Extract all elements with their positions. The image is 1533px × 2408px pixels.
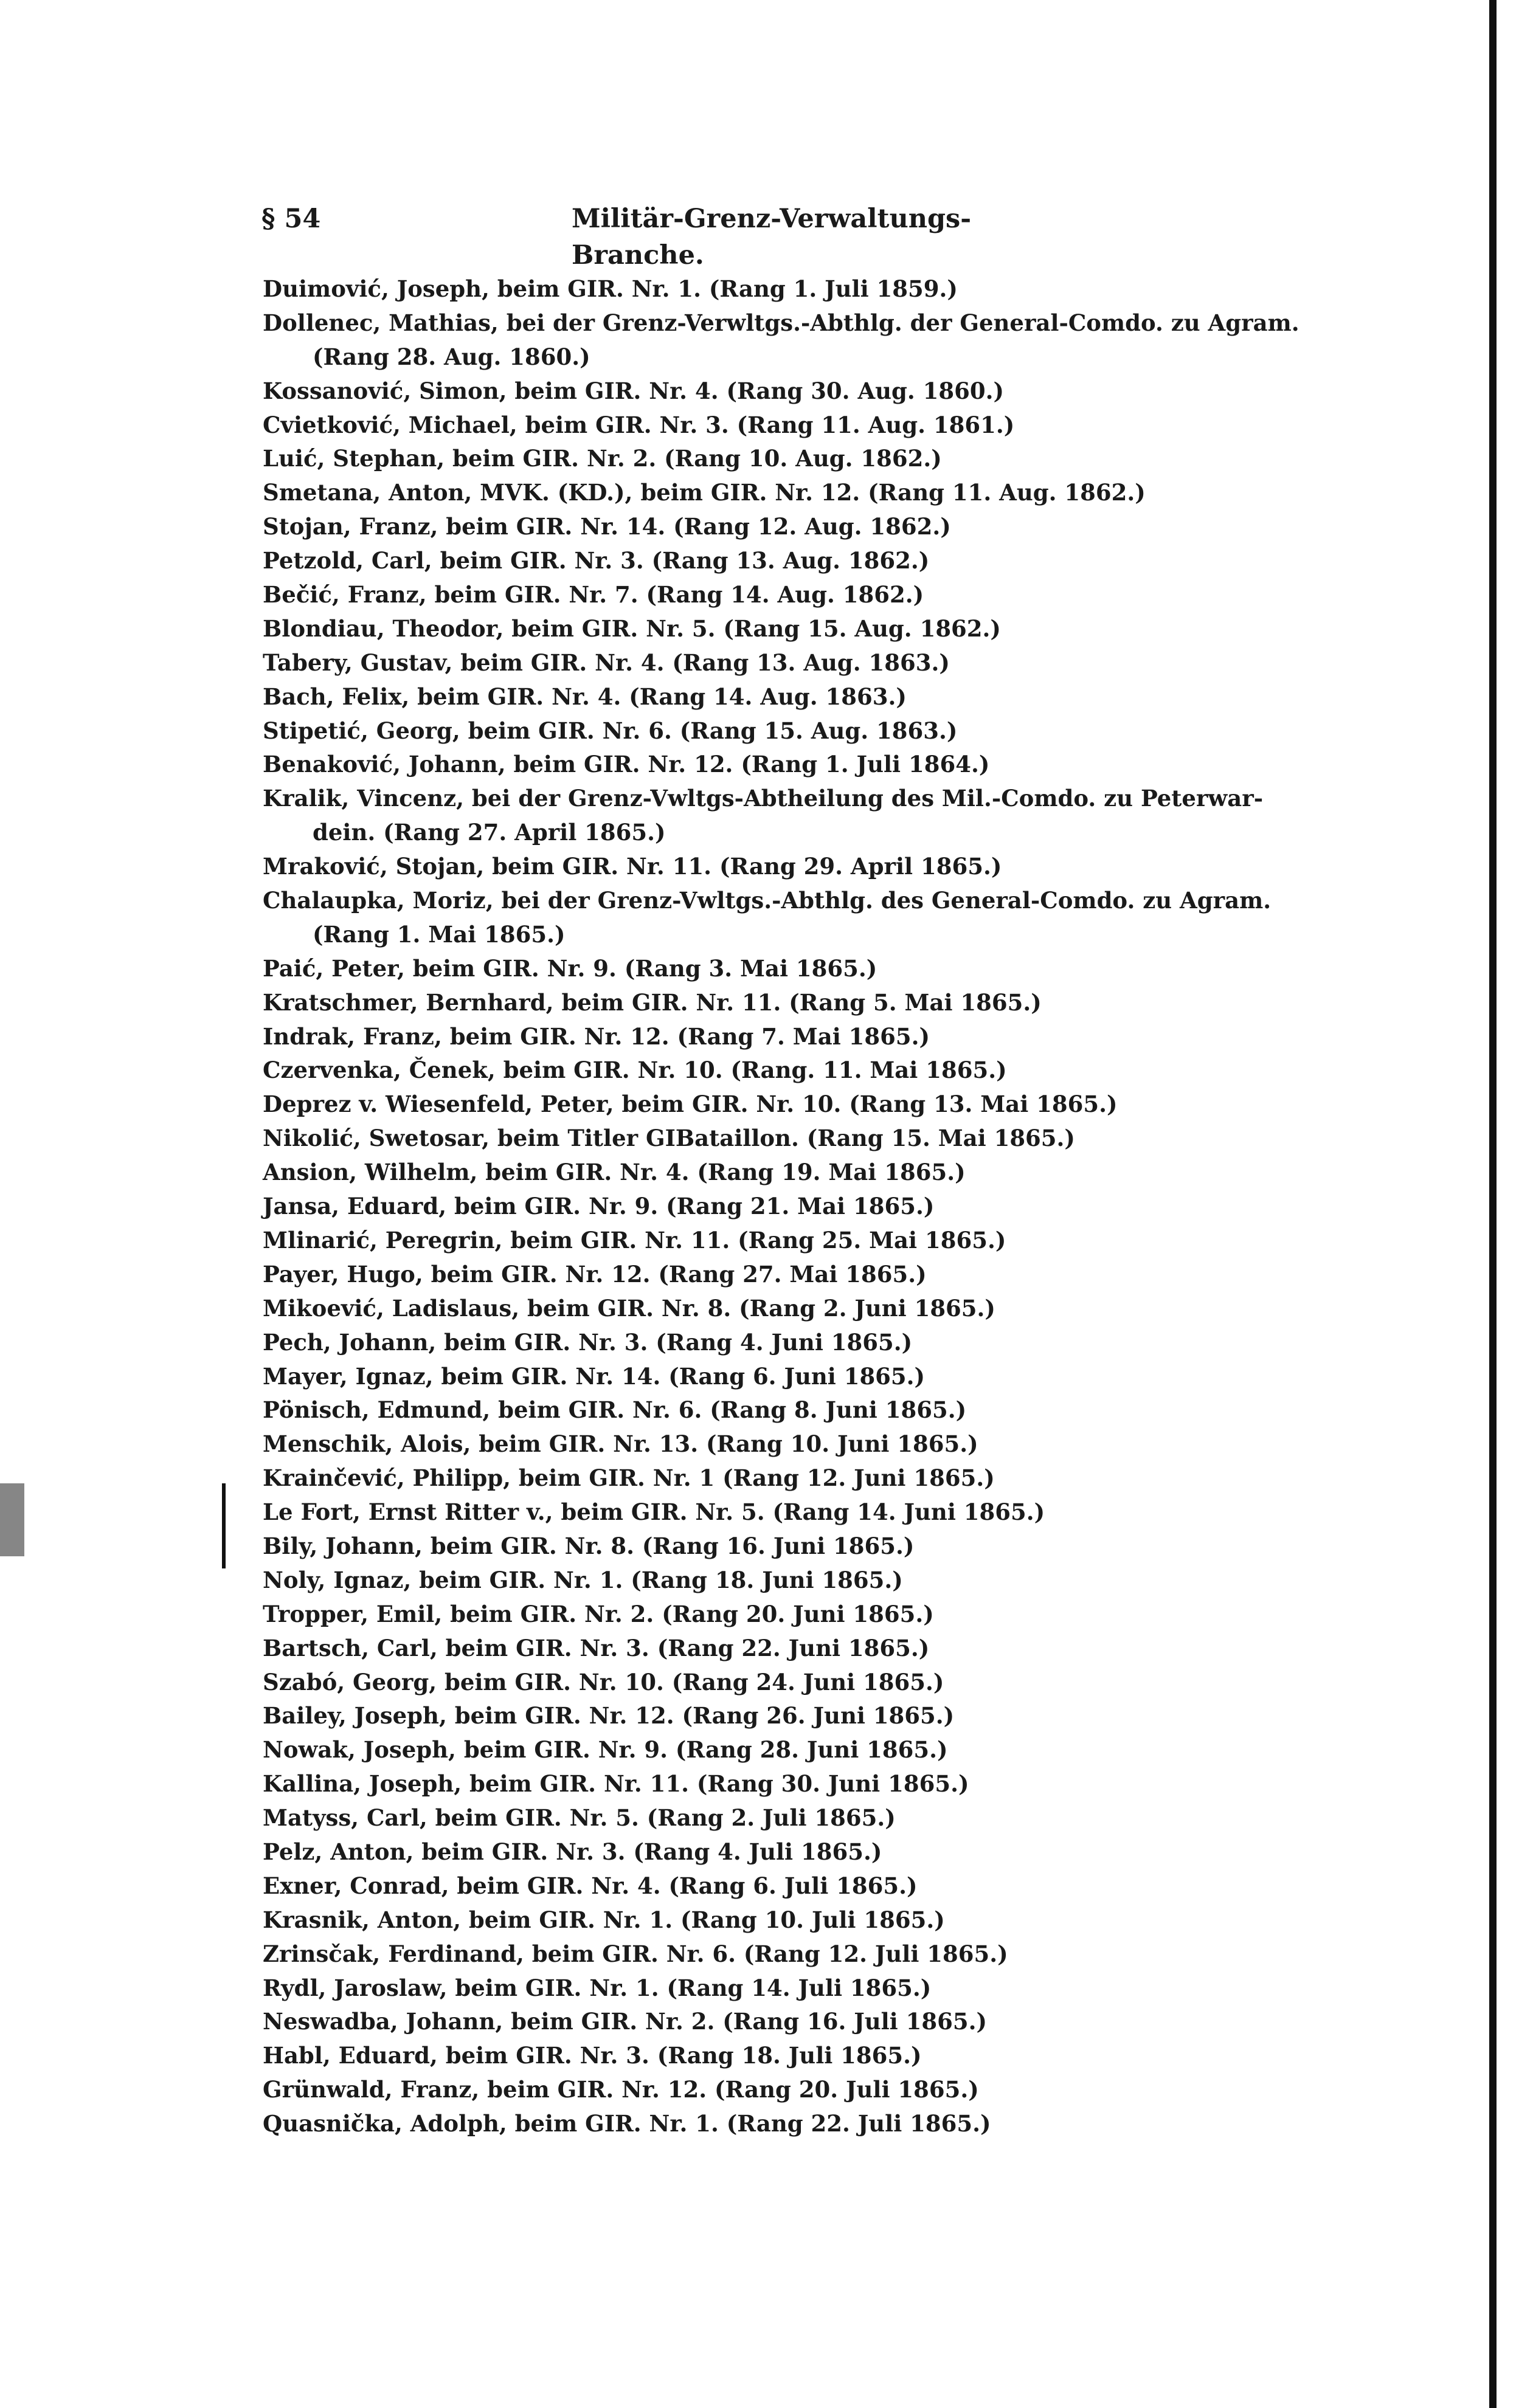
- list-item-continuation: dein. (Rang 27. April 1865.): [313, 819, 666, 846]
- page-title: Militär-Grenz-Verwaltungs-Branche.: [572, 204, 972, 271]
- margin-bracket: [222, 1483, 226, 1568]
- list-item: Luić, Stephan, beim GIR. Nr. 2. (Rang 10. Aug. 1862.): [263, 445, 942, 472]
- list-item: Bečić, Franz, beim GIR. Nr. 7. (Rang 14. Aug. 1862.): [263, 581, 924, 609]
- list-item: Jansa, Eduard, beim GIR. Nr. 9. (Rang 21. Mai 1865.): [263, 1193, 935, 1220]
- list-item: Bailey, Joseph, beim GIR. Nr. 12. (Rang 26. Juni 1865.): [263, 1702, 955, 1730]
- list-item: Krasnik, Anton, beim GIR. Nr. 1. (Rang 10. Juli 1865.): [263, 1906, 945, 1933]
- list-item: Pelz, Anton, beim GIR. Nr. 3. (Rang 4. Juli 1865.): [263, 1838, 882, 1865]
- list-item: Tabery, Gustav, beim GIR. Nr. 4. (Rang 13. Aug. 1863.): [263, 649, 950, 676]
- list-item: Smetana, Anton, MVK. (KD.), beim GIR. Nr. 12. (Rang 11. Aug. 1862.): [263, 479, 1146, 506]
- list-item: Czervenka, Čenek, beim GIR. Nr. 10. (Rang. 11. Mai 1865.): [263, 1057, 1007, 1084]
- list-item: Neswadba, Johann, beim GIR. Nr. 2. (Rang 16. Juli 1865.): [263, 2008, 987, 2035]
- list-item: Zrinsčak, Ferdinand, beim GIR. Nr. 6. (Rang 12. Juli 1865.): [263, 1940, 1008, 1967]
- list-item: Matyss, Carl, beim GIR. Nr. 5. (Rang 2. Juli 1865.): [263, 1804, 896, 1832]
- list-item: Quasnička, Adolph, beim GIR. Nr. 1. (Rang 22. Juli 1865.): [263, 2110, 991, 2137]
- list-item: Kralik, Vincenz, bei der Grenz-Vwltgs-Abtheilung des Mil.-Comdo. zu Peterwar-: [263, 785, 1264, 812]
- list-item: Bach, Felix, beim GIR. Nr. 4. (Rang 14. Aug. 1863.): [263, 683, 907, 710]
- officer-list: [263, 272, 1394, 2141]
- list-item: Tropper, Emil, beim GIR. Nr. 2. (Rang 20. Juni 1865.): [263, 1600, 934, 1627]
- page-number: § 54: [261, 204, 321, 234]
- list-item: Dollenec, Mathias, bei der Grenz-Verwltgs.-Abthlg. der General-Comdo. zu Agram.: [263, 309, 1299, 336]
- list-item: Habl, Eduard, beim GIR. Nr. 3. (Rang 18. Juli 1865.): [263, 2042, 922, 2069]
- page-edge-border: [1489, 0, 1497, 2408]
- list-item: Blondiau, Theodor, beim GIR. Nr. 5. (Rang 15. Aug. 1862.): [263, 615, 1001, 642]
- list-item: Mlinarić, Peregrin, beim GIR. Nr. 11. (Rang 25. Mai 1865.): [263, 1226, 1006, 1254]
- list-item: Mayer, Ignaz, beim GIR. Nr. 14. (Rang 6. Juni 1865.): [263, 1362, 926, 1390]
- list-item-continuation: (Rang 28. Aug. 1860.): [313, 343, 590, 370]
- list-item: Kossanović, Simon, beim GIR. Nr. 4. (Rang 30. Aug. 1860.): [263, 377, 1005, 404]
- list-item: Le Fort, Ernst Ritter v., beim GIR. Nr. 5. (Rang 14. Juni 1865.): [263, 1499, 1045, 1526]
- list-item: Bartsch, Carl, beim GIR. Nr. 3. (Rang 22. Juni 1865.): [263, 1634, 930, 1661]
- list-item: Indrak, Franz, beim GIR. Nr. 12. (Rang 7. Mai 1865.): [263, 1023, 930, 1050]
- page-header: [261, 201, 1070, 271]
- list-item: Pech, Johann, beim GIR. Nr. 3. (Rang 4. Juni 1865.): [263, 1328, 913, 1356]
- list-item: Stojan, Franz, beim GIR. Nr. 14. (Rang 12. Aug. 1862.): [263, 513, 951, 540]
- scan-margin-mark: [0, 1483, 24, 1556]
- list-item: Duimović, Joseph, beim GIR. Nr. 1. (Rang 1. Juli 1859.): [263, 275, 958, 302]
- list-item: Noly, Ignaz, beim GIR. Nr. 1. (Rang 18. Juni 1865.): [263, 1566, 903, 1593]
- list-item: Stipetić, Georg, beim GIR. Nr. 6. (Rang 15. Aug. 1863.): [263, 717, 958, 744]
- list-item: Ansion, Wilhelm, beim GIR. Nr. 4. (Rang 19. Mai 1865.): [263, 1159, 966, 1186]
- list-item: Benaković, Johann, beim GIR. Nr. 12. (Rang 1. Juli 1864.): [263, 751, 990, 778]
- list-item: Exner, Conrad, beim GIR. Nr. 4. (Rang 6. Juli 1865.): [263, 1872, 918, 1899]
- list-item: Menschik, Alois, beim GIR. Nr. 13. (Rang 10. Juni 1865.): [263, 1430, 978, 1458]
- list-item: Nowak, Joseph, beim GIR. Nr. 9. (Rang 28. Juni 1865.): [263, 1736, 948, 1764]
- list-item: Kratschmer, Bernhard, beim GIR. Nr. 11. (Rang 5. Mai 1865.): [263, 988, 1042, 1016]
- list-item: Grünwald, Franz, beim GIR. Nr. 12. (Rang 20. Juli 1865.): [263, 2076, 979, 2103]
- list-item: Petzold, Carl, beim GIR. Nr. 3. (Rang 13. Aug. 1862.): [263, 547, 930, 574]
- list-item: Bily, Johann, beim GIR. Nr. 8. (Rang 16. Juni 1865.): [263, 1532, 915, 1559]
- list-item: Paić, Peter, beim GIR. Nr. 9. (Rang 3. Mai 1865.): [263, 954, 877, 982]
- list-item: Szabó, Georg, beim GIR. Nr. 10. (Rang 24. Juni 1865.): [263, 1668, 944, 1696]
- list-item: Kallina, Joseph, beim GIR. Nr. 11. (Rang 30. Juni 1865.): [263, 1770, 969, 1798]
- list-item: Mikoević, Ladislaus, beim GIR. Nr. 8. (Rang 2. Juni 1865.): [263, 1294, 995, 1322]
- list-item: Pönisch, Edmund, beim GIR. Nr. 6. (Rang 8. Juni 1865.): [263, 1396, 967, 1424]
- list-item-continuation: (Rang 1. Mai 1865.): [313, 920, 566, 948]
- list-item: Deprez v. Wiesenfeld, Peter, beim GIR. Nr. 10. (Rang 13. Mai 1865.): [263, 1091, 1118, 1118]
- list-item: Rydl, Jaroslaw, beim GIR. Nr. 1. (Rang 14. Juli 1865.): [263, 1974, 932, 2001]
- list-item: Chalaupka, Moriz, bei der Grenz-Vwltgs.-Abthlg. des General-Comdo. zu Agram.: [263, 887, 1272, 914]
- list-item: Payer, Hugo, beim GIR. Nr. 12. (Rang 27. Mai 1865.): [263, 1260, 927, 1288]
- list-item: Mraković, Stojan, beim GIR. Nr. 11. (Rang 29. April 1865.): [263, 853, 1002, 880]
- list-item: Cvietković, Michael, beim GIR. Nr. 3. (Rang 11. Aug. 1861.): [263, 411, 1015, 438]
- list-item: Krainčević, Philipp, beim GIR. Nr. 1 (Rang 12. Juni 1865.): [263, 1464, 995, 1492]
- list-item: Nikolić, Swetosar, beim Titler GIBataillon. (Rang 15. Mai 1865.): [263, 1125, 1075, 1152]
